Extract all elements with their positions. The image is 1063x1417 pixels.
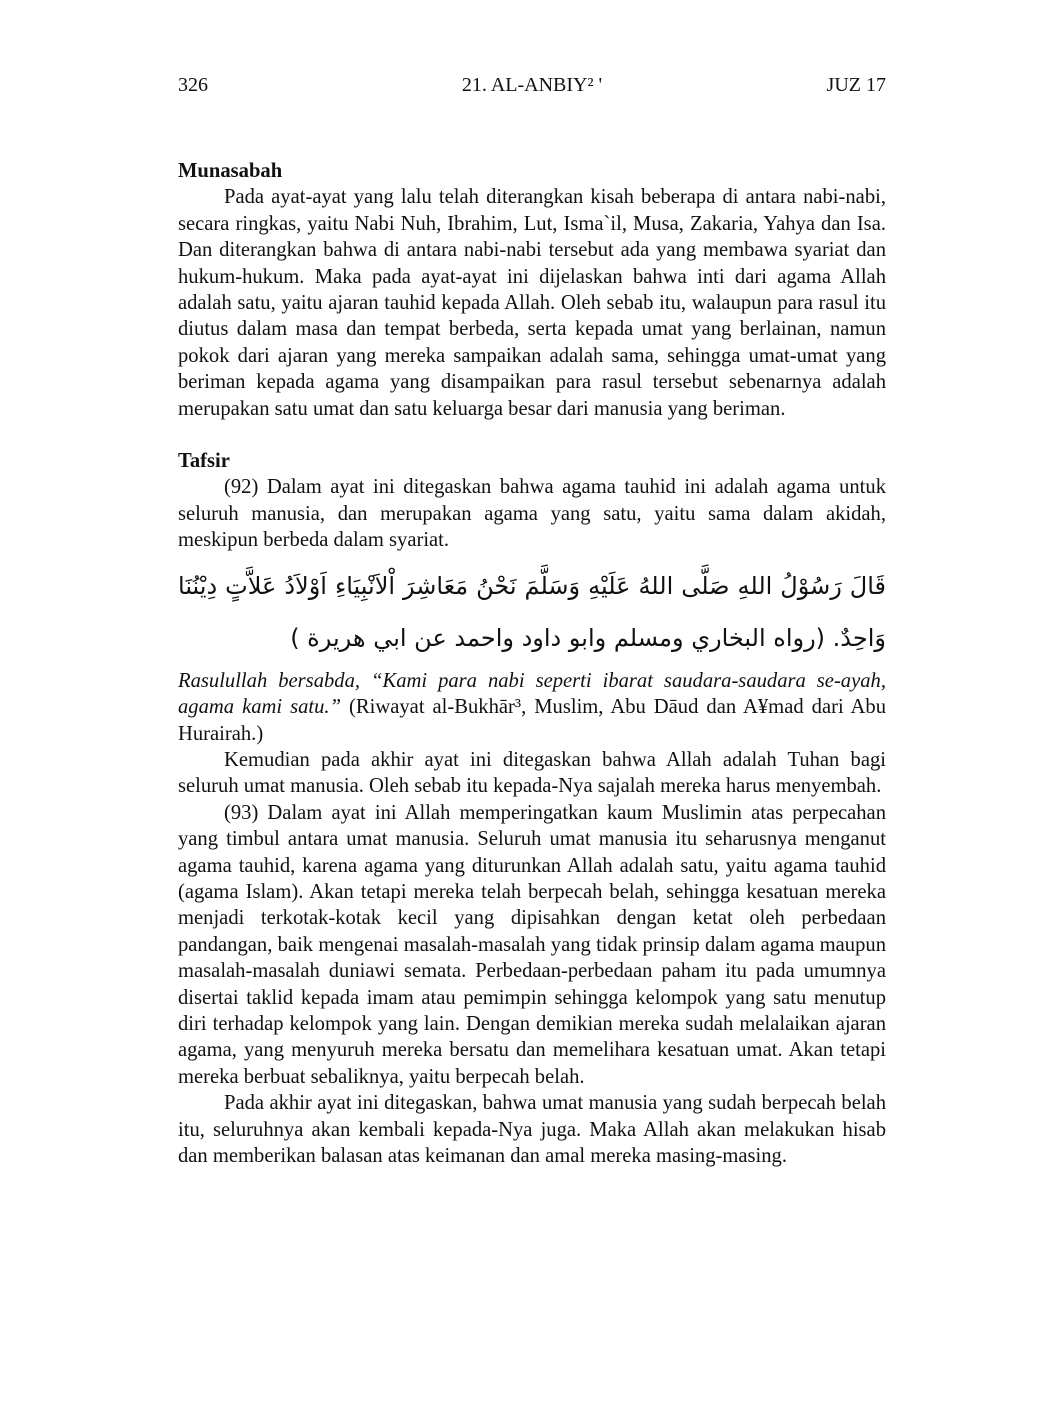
section-spacer xyxy=(178,422,886,448)
page-number: 326 xyxy=(178,74,208,96)
page-content xyxy=(178,158,886,1169)
munasabah-paragraph: Pada ayat-ayat yang lalu telah diterangkan kisah beberapa di antara nabi-nabi, secara ringkas, yaitu Nabi Nuh, Ibrahim, Lut, Isma`il, Musa, Zakaria, Yahya dan Isa. Dan diterangkan bahwa di antara nabi-nabi tersebut ada yang membawa syariat dan hukum-hukum. Maka pada ayat-ayat ini dijelaskan bahwa inti dari agama Allah adalah satu, yaitu ajaran tauhid kepada Allah. Oleh sebab itu, walaupun para rasul itu diutus dalam masa dan tempat berbeda, serta kepada umat yang berlainan, namun pokok dari ajaran yang mereka sampaikan adalah sama, sehingga umat-umat yang beriman kepada agama yang disampaikan para rasul tersebut sebenarnya adalah merupakan satu umat dan satu keluarga besar dari manusia yang beriman. xyxy=(178,186,886,420)
hadith-source: (Riwayat al-Bukhār³, Muslim, Abu Dāud dan A¥mad dari Abu Hurairah.) xyxy=(178,696,886,745)
juz-label: JUZ 17 xyxy=(826,74,886,96)
tafsir-verse-93-conclusion: Pada akhir ayat ini ditegaskan, bahwa umat manusia yang sudah berpecah belah itu, seluruhnya akan kembali kepada-Nya juga. Maka Allah akan melakukan hisab dan memberikan balasan atas keimanan dan amal mereka masing-masing. xyxy=(178,1092,886,1167)
hadith-arabic-text: قَالَ رَسُوْلُ اللهِ صَلَّى اللهُ عَلَيْهِ وَسَلَّمَ نَحْنُ مَعَاشِرَ اْلاَنْبِيَاءِ اَوْلاَدُ عَلاَّتٍ دِيْنُنَا وَاحِدٌ. (رواه البخاري ومسلم وابو داود واحمد عن ابي هريرة ) xyxy=(178,571,886,652)
tafsir-heading: Tafsir xyxy=(178,450,230,473)
tafsir-verse-92-intro: (92) Dalam ayat ini ditegaskan bahwa agama tauhid ini adalah agama untuk seluruh manusia, dan merupakan agama yang satu, yaitu sama dalam akidah, meskipun berbeda dalam syariat. xyxy=(178,476,886,552)
tafsir-verse-93: (93) Dalam ayat ini Allah memperingatkan kaum Muslimin atas perpecahan yang timbul antara umat manusia. Seluruh umat manusia itu seharusnya menganut agama tauhid, karena agama yang diturunkan Allah adalah satu, yaitu agama tauhid (agama Islam). Akan tetapi mereka telah berpecah belah, sehingga kesatuan mereka menjadi terkotak-kotak kecil yang dipisahkan dengan ketat oleh perbedaan pandangan, baik mengenai masalah-masalah yang tidak prinsip dalam agama maupun masalah-masalah duniawi semata. Perbedaan-perbedaan paham itu pada umumnya disertai taklid kepada imam atau pemimpin sehingga kelompok yang satu menutup diri terhadap kelompok yang lain. Dengan demikian mereka sudah melalaikan ajaran agama, yang menyuruh mereka bersatu dan memelihara kesatuan umat. Akan tetapi mereka berbuat sebaliknya, yaitu berpecah belah. xyxy=(178,801,886,1088)
hadith-translation-quote: Rasulullah bersabda, “Kami para nabi seperti ibarat saudara-saudara se-ayah, agama kami satu.” xyxy=(178,669,886,719)
hadith-translation xyxy=(178,668,886,747)
munasabah-heading: Munasabah xyxy=(178,160,283,182)
tafsir-verse-92-conclusion: Kemudian pada akhir ayat ini ditegaskan bahwa Allah adalah Tuhan bagi seluruh umat manusia. Oleh sebab itu kepada-Nya sajalah mereka harus menyembah. xyxy=(178,748,886,798)
running-header xyxy=(178,74,886,102)
chapter-title: 21. AL-ANBIY² ' xyxy=(461,74,603,96)
